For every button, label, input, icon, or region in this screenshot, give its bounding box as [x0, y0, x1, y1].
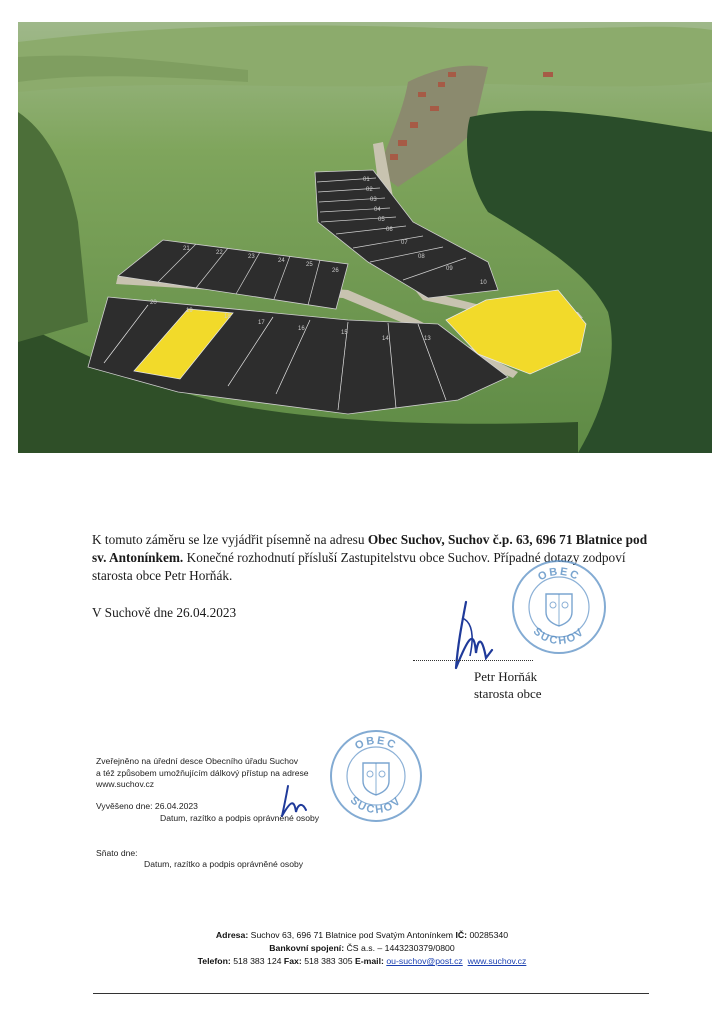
footer-email-label: E-mail:: [354, 956, 384, 966]
plot-label: 25: [306, 262, 313, 268]
sign-label-removed: Datum, razítko a podpis oprávněné osoby: [144, 859, 304, 869]
signatory-block: [474, 668, 542, 702]
plot-label: 06: [386, 227, 393, 233]
posted-date: Vyvěšeno dne: 26.04.2023: [96, 801, 198, 811]
footer-web-link[interactable]: www.suchov.cz: [467, 956, 527, 966]
plot-label: 20: [150, 300, 157, 306]
plot-label: 07: [401, 240, 408, 246]
plot-label: 24: [278, 258, 285, 264]
stamp-bottom-text: SUCHOV: [530, 625, 588, 648]
plot-label: 21: [183, 246, 190, 252]
plot-label: 17: [258, 320, 265, 326]
removed-date: Sňato dne:: [96, 848, 138, 858]
plot-label: 15: [341, 330, 348, 336]
plot-label: 09: [446, 266, 453, 272]
official-stamp: [510, 558, 608, 656]
dateline: V Suchově dne 26.04.2023: [92, 605, 237, 620]
footer-rule: [93, 993, 649, 994]
footer-address: [0, 929, 724, 942]
aerial-photo: [18, 22, 712, 453]
footer-email-link[interactable]: ou-suchov@post.cz: [386, 956, 463, 966]
plot-label: 05: [378, 217, 385, 223]
publication-line-1: Zveřejněno na úřední desce Obecního úřadu Suchov: [96, 756, 299, 766]
footer-phone-value: 518 383 124: [230, 956, 284, 966]
plot-label: 08: [418, 254, 425, 260]
plot-label: 19: [186, 308, 193, 314]
signatory-name: Petr Horňák: [474, 669, 538, 684]
signature-line: [413, 660, 533, 661]
publication-line-3: www.suchov.cz: [96, 779, 155, 789]
stamp-top-text: OBEC: [536, 565, 582, 584]
svg-text:SUCHOV: [531, 625, 587, 647]
plot-label: 02: [366, 187, 373, 193]
signatory-title: starosta obce: [474, 686, 542, 701]
plot-label: 26: [332, 268, 339, 274]
plot-label: 16: [298, 326, 305, 332]
plot-label: 23: [248, 254, 255, 260]
plot-label: 01: [363, 177, 370, 183]
publication-line-2: a též způsobem umožňujícím dálkový přístup na adrese: [96, 767, 309, 778]
footer-contact: [0, 955, 724, 968]
footer-fax-value: 518 383 305: [301, 956, 355, 966]
footer-address-label: Adresa:: [215, 930, 249, 940]
footer-bank: [0, 942, 724, 955]
notice-intro: K tomuto záměru se lze vyjádřit písemně na adresu: [92, 532, 368, 547]
footer-ic-value: 00285340: [467, 930, 509, 940]
plot-label: 13: [424, 336, 431, 342]
stamp-top-text: OBEC: [353, 734, 399, 753]
svg-text:SUCHOV: [348, 794, 404, 816]
footer-fax-label: Fax:: [283, 956, 302, 966]
notice-rest: Konečné rozhodnutí přísluší Zastupitelstvu obce Suchov. Případné dotazy zodpoví starosta obce Petr Horňák.: [92, 550, 626, 583]
plot-label: 04: [374, 207, 381, 213]
footer-bank-label: Bankovní spojení:: [269, 943, 345, 953]
svg-text:OBEC: [536, 566, 582, 584]
footer-bank-value: ČS a.s. – 1443230379/0800: [344, 943, 455, 953]
footer-address-value: Suchov 63, 696 71 Blatnice pod Svatým Antonínkem: [248, 930, 456, 940]
stamp-bottom-text: SUCHOV: [347, 794, 405, 817]
notice-address: Obec Suchov, Suchov č.p. 63, 696 71 Blatnice pod sv. Antonínkem.: [92, 532, 648, 565]
plot-label: 14: [382, 336, 389, 342]
official-stamp-posting: [328, 728, 424, 824]
plot-label: 10: [480, 280, 487, 286]
footer-ic-label: IČ:: [455, 930, 468, 940]
plot-label: 22: [216, 250, 223, 256]
aerial-plot-map: [18, 22, 712, 453]
plot-label: 18: [224, 314, 231, 320]
sign-label-posted: Datum, razítko a podpis oprávněné osoby: [160, 813, 320, 823]
footer-phone-label: Telefon:: [197, 956, 231, 966]
signature-posting: [276, 782, 316, 822]
plot-label: 03: [370, 197, 377, 203]
svg-text:OBEC: [353, 735, 399, 753]
